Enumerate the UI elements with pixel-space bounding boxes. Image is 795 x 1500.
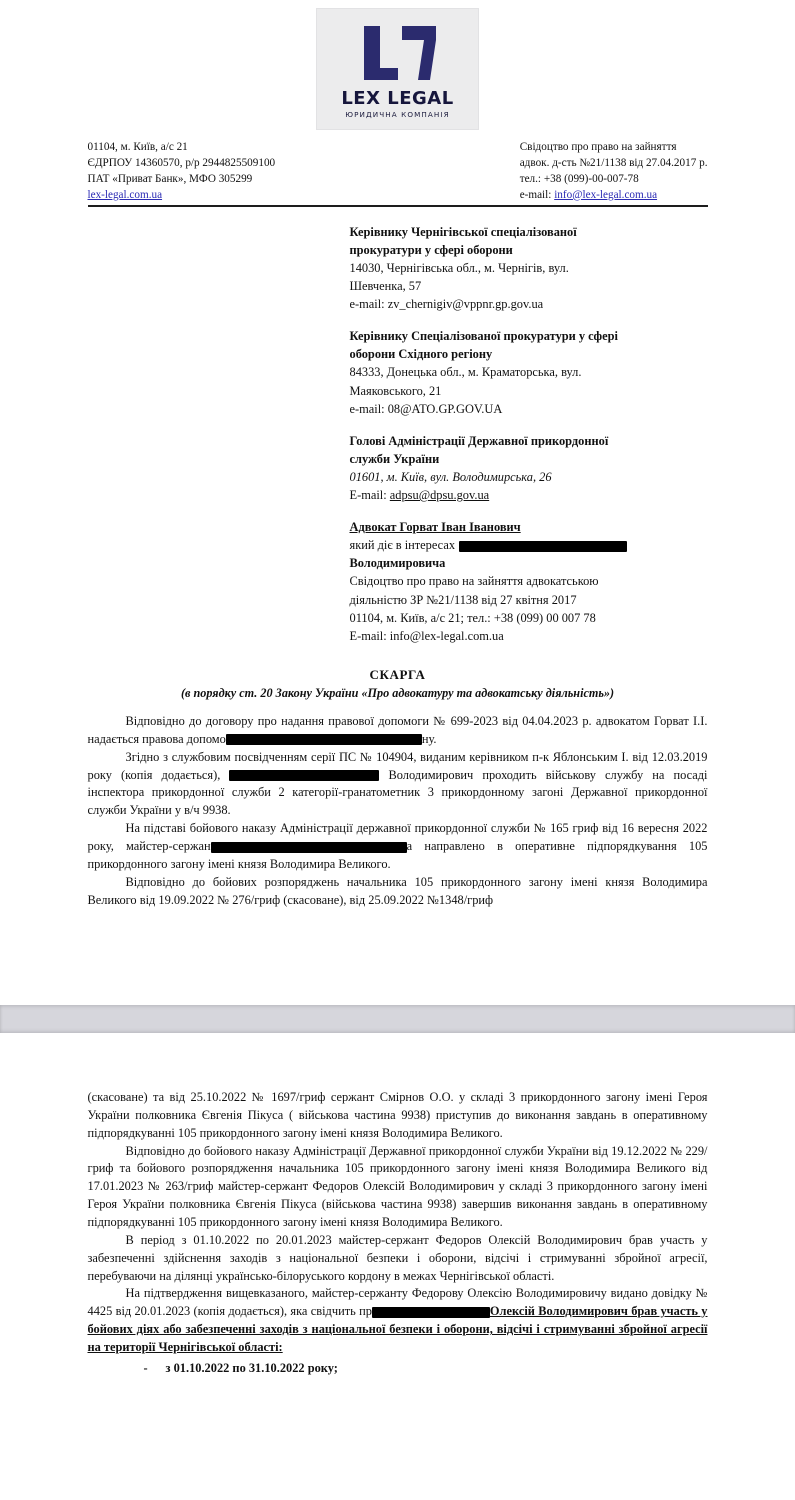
redaction-bar-client-name	[459, 541, 627, 552]
letterhead-right-line-3: тел.: +38 (099)-00-007-78	[519, 172, 639, 185]
paragraph-1-text-after: ну.	[421, 731, 437, 746]
attorney-detail-line-4: E-mail: info@lex-legal.com.ua	[349, 628, 504, 643]
paragraph-2-text-before: Згідно з службовим посвідченням серії ПС № 104904, виданим керівником п-к Яблонським І. від 12.03.2019 року (копія додається),	[87, 749, 708, 782]
letterhead-right	[520, 140, 708, 204]
letterhead-email-label: e-mail:	[519, 188, 552, 201]
addressee-block-3	[350, 432, 708, 504]
document-page-2	[0, 1033, 795, 1500]
letterhead-right-line-1: Свідоцтво про право на зайняття	[519, 141, 677, 153]
addressee-3-title-line-1: Голові Адміністрації Державної прикордонної	[349, 433, 609, 448]
logo-tagline: ЮРИДИЧНА КОМПАНІЯ	[345, 109, 450, 119]
paragraph-5: (скасоване) та від 25.10.2022 № 1697/гриф сержант Смірнов О.О. у складі 3 прикордонного загону імені Героя України полковника Євгенія Пікуса ( військова частина 9938) приступив до виконання завдань в оперативному підпорядкуванні 105 прикордонного загону імені князя Володимира Великого.	[87, 1090, 708, 1140]
bullet-item-1	[88, 1360, 708, 1378]
logo-band	[88, 0, 708, 130]
addressee-block-1	[350, 223, 708, 314]
addressee-1-title-line-2: прокуратури у сфері оборони	[349, 242, 513, 257]
bullet-marker: -	[143, 1360, 148, 1375]
paragraph-8	[88, 1285, 708, 1356]
letterhead-left-line-2: ЄДРПОУ 14360570, р/р 2944825509100	[87, 156, 276, 169]
redaction-bar-2	[229, 770, 379, 781]
letterhead	[88, 140, 708, 204]
page-2-body	[88, 1045, 708, 1378]
paragraph-2-text-after: Володимирович проходить військову службу на посаді інспектора прикордонної служби 2 категорії-гранатометник 3 прикордонному загоні Державної прикордонної служби України у в/ч 9938.	[87, 767, 708, 818]
addressee-1-title-line-1: Керівнику Чернігівської спеціалізованої	[349, 224, 577, 239]
addressee-1-email[interactable]: zv_chernigiv@vppnr.gp.gov.ua	[387, 297, 544, 312]
paragraph-4: Відповідно до бойових розпоряджень начальника 105 прикордонного загону імені князя Володимира Великого від 19.09.2022 № 276/гриф (скасоване), від 25.09.2022 №1348/гриф	[87, 874, 708, 907]
page-1-body	[88, 713, 708, 909]
paragraph-8-emphasis: Олексій Володимирович брав участь у бойових діях або забезпеченні заходів з національної безпеки і оборони, відсічі і стримуванні збройної агресії на території Чернігівської області:	[87, 1304, 708, 1355]
paragraph-8-lead: На підтвердження вищевказаного, майстер-сержанту Федорову Олексію Володимировичу видано довідку № 4425 від 20.01.2023 (копія додається), яка свідчить пр	[87, 1286, 708, 1319]
addressee-1-address-line-1: 14030, Чернігівська обл., м. Чернігів, вул.	[349, 260, 569, 275]
redaction-bar-3	[211, 842, 407, 853]
attorney-block	[350, 518, 708, 645]
addressee-2-email[interactable]: 08@ATO.GP.GOV.UA	[387, 401, 503, 416]
paragraph-3-text-after: а направлено в оперативне підпорядкування 105 прикордонного загону імені князя Володимира Великого.	[87, 838, 708, 871]
paragraph-3	[88, 820, 708, 874]
attorney-detail-line-2: діяльністю ЗР №21/1138 від 27 квітня 2017	[349, 592, 577, 607]
redaction-bar-1	[226, 734, 422, 745]
addressee-1-address-line-2: Шевченка, 57	[349, 278, 422, 293]
paragraph-3-text-before: На підставі бойового наказу Адміністрації державної прикордонної служби № 165 гриф від 16 вересня 2022 року, майстер-сержан	[87, 821, 708, 853]
letterhead-left-line-3: ПАТ «Приват Банк», МФО 305299	[87, 172, 253, 185]
paragraph-1-text-before: Відповідно до договору про надання правової допомоги № 699-2023 від 04.04.2023 р. адвокатом Горват І.І. надається правова допомо	[87, 713, 708, 746]
addressee-3-email-label: E-mail:	[349, 488, 387, 503]
addressee-2-title-line-2: оборони Східного регіону	[349, 347, 493, 362]
letterhead-email-link[interactable]: info@lex-legal.com.ua	[554, 188, 658, 201]
attorney-client-patronymic: Володимировича	[349, 556, 446, 571]
addressee-3-email[interactable]: adpsu@dpsu.gov.ua	[389, 488, 490, 503]
attorney-detail-line-3: 01104, м. Київ, а/с 21; тел.: +38 (099) 00 007 78	[349, 610, 596, 625]
paragraph-1	[88, 713, 708, 749]
paragraph-7: В період з 01.10.2022 по 20.01.2023 майстер-сержант Федоров Олексій Володимирович брав участь у забезпеченні здійснення заходів з національної безпеки і оборони, відсічі і стримуванні збройної агресії, перебуваючи на ділянці українсько-білоруського кордону в межах Чернігівської області.	[87, 1232, 708, 1283]
letterhead-left	[88, 140, 276, 204]
addressee-2-email-label: e-mail:	[349, 401, 385, 416]
document-title: СКАРГА	[369, 666, 426, 682]
letterhead-divider	[88, 205, 708, 207]
website-link[interactable]: lex-legal.com.ua	[87, 188, 163, 201]
attorney-detail-line-1: Свідоцтво про право на зайняття адвокатською	[349, 574, 599, 589]
paragraph-6: Відповідно до бойового наказу Адміністрації Державної прикордонної служби України від 19.12.2022 № 229/гриф та бойового розпорядження начальника 105 прикордонного загону імені князя Володимира Великого від 17.01.2023 № 263/гриф майстер-сержант Федоров Олексій Володимирович у складі 3 прикордонного загону імені Героя України полковника Євгенія Пікуса (військова частина 9938) завершив виконання завдань в оперативному підпорядкуванні 105 прикордонного загону імені князя Володимира Великого.	[87, 1143, 708, 1230]
addressee-block-2	[350, 327, 708, 418]
redaction-bar-4	[372, 1307, 490, 1318]
letterhead-right-line-2: адвок. д-сть №21/1138 від 27.04.2017 р.	[519, 156, 708, 169]
lex-legal-mark-icon	[350, 20, 446, 86]
attorney-name: Адвокат Горват Іван Іванович	[349, 520, 521, 535]
document-subtitle: (в порядку ст. 20 Закону України «Про адвокатуру та адвокатську діяльність»)	[180, 685, 615, 700]
addressee-3-address-line-1: 01601, м. Київ, вул. Володимирська, 26	[349, 469, 552, 484]
bullet-item-1-text: з 01.10.2022 по 31.10.2022 року;	[165, 1360, 338, 1375]
letterhead-left-line-1: 01104, м. Київ, а/с 21	[87, 141, 188, 153]
addressee-2-title-line-1: Керівнику Спеціалізованої прокуратури у сфері	[349, 329, 618, 344]
attorney-acting-prefix: який діє в інтересах	[349, 538, 459, 553]
addressee-1-email-label: e-mail:	[349, 297, 385, 312]
logo-wordmark: LEX LEGAL	[341, 87, 454, 109]
company-logo	[316, 8, 479, 130]
paragraph-2	[88, 749, 708, 820]
addressee-2-address-line-1: 84333, Донецька обл., м. Краматорська, вул.	[349, 365, 582, 380]
addressee-2-address-line-2: Маяковського, 21	[349, 383, 442, 398]
addressee-3-title-line-2: служби України	[349, 451, 440, 466]
addressee-list	[350, 223, 708, 645]
page-separator	[0, 1005, 795, 1033]
